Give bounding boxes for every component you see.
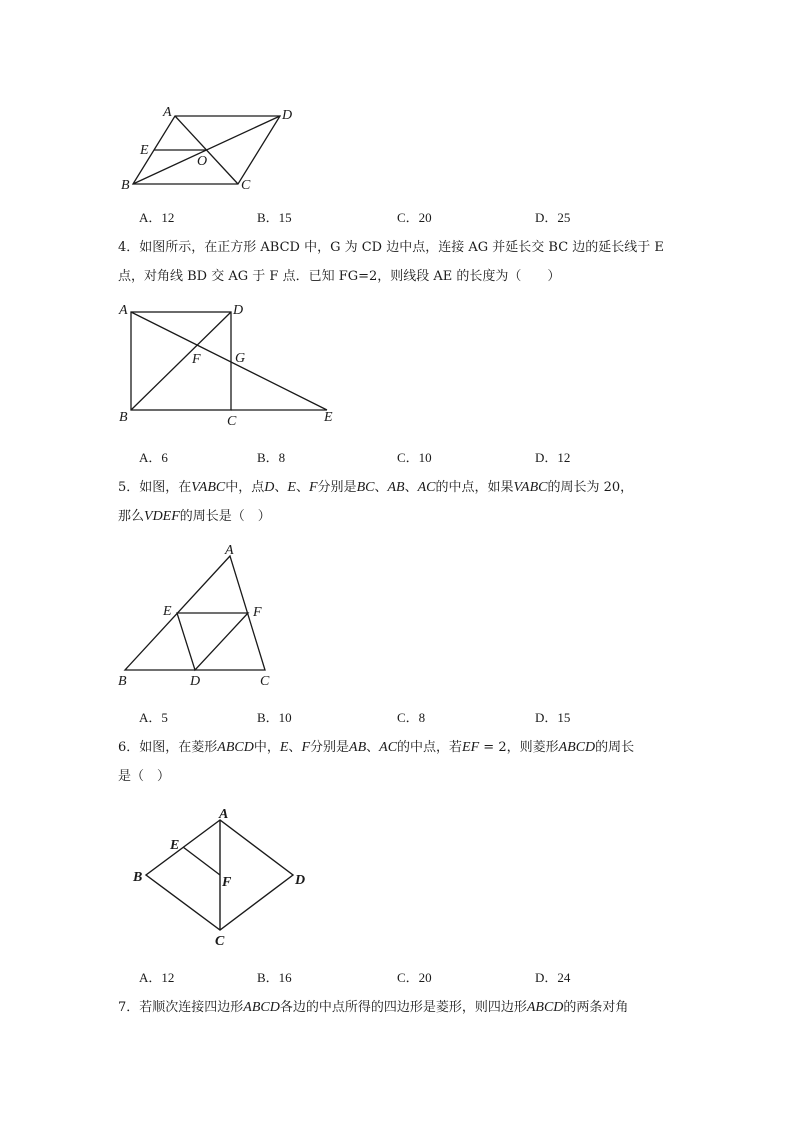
q4-option-c: C．10 bbox=[397, 450, 432, 465]
q3-label-e: E bbox=[140, 143, 149, 158]
q3-option-a: A．12 bbox=[139, 210, 175, 225]
q5-label-f: F bbox=[253, 605, 262, 620]
q6-label-a: A bbox=[219, 807, 229, 822]
q3-label-d: D bbox=[282, 108, 293, 123]
q4-label-d: D bbox=[233, 303, 244, 318]
q3-label-c: C bbox=[241, 178, 251, 193]
q4-diagonal-bd bbox=[131, 312, 231, 410]
q6-stem-line2: 是（ ） bbox=[118, 769, 171, 784]
q6-label-f: F bbox=[222, 875, 232, 890]
q6-option-c: C．20 bbox=[397, 970, 432, 985]
q5-label-e: E bbox=[163, 604, 172, 619]
q4-label-g: G bbox=[235, 351, 246, 366]
q4-label-f: F bbox=[192, 352, 201, 367]
q4-label-c: C bbox=[227, 414, 237, 429]
q5-stem-line1: 5．如图，在VABC中，点D、E、F分别是BC、AB、AC的中点，如果VABC的周长为 20， bbox=[118, 480, 634, 495]
q3-option-c: C．20 bbox=[397, 210, 432, 225]
q3-label-o: O bbox=[197, 154, 208, 169]
q3-label-a: A bbox=[163, 105, 172, 120]
q3-option-b: B．15 bbox=[257, 210, 292, 225]
q5-option-d: D．15 bbox=[535, 710, 571, 725]
q5-option-c: C．8 bbox=[397, 710, 426, 725]
q6-option-a: A．12 bbox=[139, 970, 175, 985]
q5-label-b: B bbox=[118, 674, 127, 689]
q5-stem-line2: 那么VDEF的周长是（ ） bbox=[118, 509, 271, 524]
q6-label-d: D bbox=[295, 873, 306, 888]
q5-option-b: B．10 bbox=[257, 710, 292, 725]
q6-option-b: B．16 bbox=[257, 970, 292, 985]
q6-label-e: E bbox=[170, 838, 180, 853]
q6-label-b: B bbox=[133, 870, 143, 885]
q6-option-d: D．24 bbox=[535, 970, 571, 985]
q5-stem bbox=[118, 473, 688, 531]
q4-segment-ae bbox=[131, 312, 327, 410]
q3-label-b: B bbox=[121, 178, 130, 193]
q3-option-d: D．25 bbox=[535, 210, 571, 225]
q7-stem bbox=[118, 993, 688, 1022]
q5-label-c: C bbox=[260, 674, 270, 689]
q4-option-b: B．8 bbox=[257, 450, 286, 465]
q6-rhombus-diagram bbox=[128, 800, 318, 950]
q4-stem bbox=[118, 233, 688, 291]
q3-figure bbox=[110, 100, 310, 200]
q5-figure bbox=[110, 538, 290, 693]
q4-label-a: A bbox=[119, 303, 128, 318]
q6-label-c: C bbox=[215, 934, 225, 949]
q4-label-b: B bbox=[119, 410, 128, 425]
q4-stem-line2: 点，对角线 BD 交 AG 于 F 点．已知 FG=2，则线段 AE 的长度为（ ） bbox=[118, 269, 561, 284]
q4-figure bbox=[110, 298, 350, 433]
q6-stem bbox=[118, 733, 688, 791]
q6-segment-ef bbox=[183, 847, 220, 875]
q5-option-a: A．5 bbox=[139, 710, 168, 725]
q3-parallelogram-diagram bbox=[110, 100, 310, 200]
q5-triangle-diagram bbox=[110, 538, 290, 693]
q5-triangle-def bbox=[177, 613, 248, 670]
q6-stem-line1: 6．如图，在菱形ABCD中，E、F分别是AB、AC的中点，若EF = 2，则菱形ABCD的周长 bbox=[118, 740, 635, 755]
q4-stem-line1: 4．如图所示，在正方形 ABCD 中，G 为 CD 边中点，连接 AG 并延长交 BC 边的延长线于 E bbox=[118, 240, 664, 255]
q7-stem-line1: 7．若顺次连接四边形ABCD各边的中点所得的四边形是菱形，则四边形ABCD的两条对角 bbox=[118, 1000, 629, 1015]
q4-option-d: D．12 bbox=[535, 450, 571, 465]
q5-label-a: A bbox=[225, 543, 234, 558]
q4-label-e: E bbox=[324, 410, 333, 425]
q5-label-d: D bbox=[190, 674, 201, 689]
q4-square-diagram bbox=[110, 298, 350, 433]
q6-figure bbox=[128, 800, 318, 950]
q4-option-a: A．6 bbox=[139, 450, 168, 465]
